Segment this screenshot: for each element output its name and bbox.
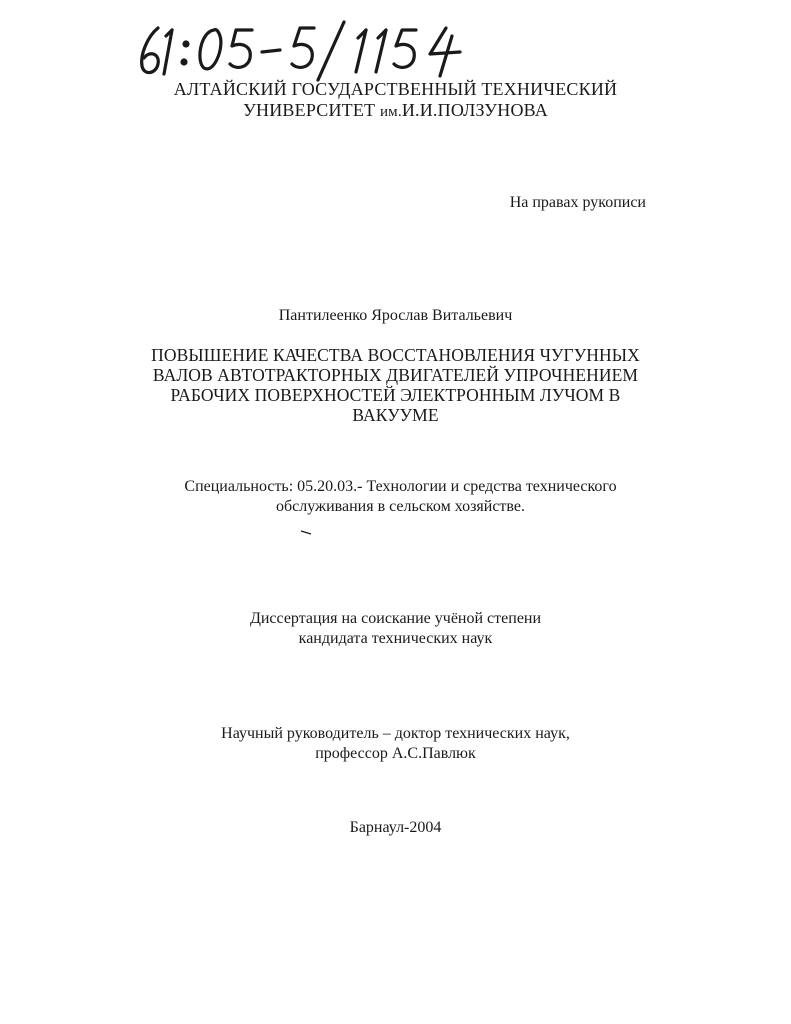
institution-line-2 [0,100,791,123]
dissertation-title [130,345,661,425]
degree-line-2: кандидата технических наук [298,630,493,647]
title-line-4: ВАКУУМЕ [352,405,439,425]
specialty-info [140,477,661,517]
title-line-2: ВАЛОВ АВТОТРАКТОРНЫХ ДВИГАТЕЛЕЙ УПРОЧНЕНИЕМ [152,365,639,385]
scientific-supervisor [0,724,791,764]
city-year: Барнаул-2004 [349,819,442,836]
title-line-1: ПОВЫШЕНИЕ КАЧЕСТВА ВОССТАНОВЛЕНИЯ ЧУГУННЫХ [151,345,640,365]
specialty-line-1: Специальность: 05.20.03.- Технологии и средства технического [184,478,617,495]
handwritten-catalog-number [134,14,474,84]
handwritten-catalog-number-drawing [134,14,474,84]
scan-mark [300,530,312,535]
manuscript-rights-note: На правах рукописи [509,194,646,211]
title-line-3: РАБОЧИХ ПОВЕРХНОСТЕЙ ЭЛЕКТРОННЫМ ЛУЧОМ В [170,385,621,405]
institution-line-1: АЛТАЙСКИЙ ГОСУДАРСТВЕННЫЙ ТЕХНИЧЕСКИЙ [173,79,618,99]
author-name: Пантилеенко Ярослав Витальевич [278,307,513,324]
supervisor-line-1: Научный руководитель – доктор технических наук, [221,725,570,742]
degree-line-1: Диссертация на соискание учёной степени [249,610,542,627]
supervisor-line-2: профессор А.С.Павлюк [315,745,476,762]
institution-patron: И.И.ПОЛЗУНОВА [401,100,548,120]
institution-university: УНИВЕРСИТЕТ [243,100,376,120]
specialty-line-2: обслуживания в сельском хозяйстве. [276,498,525,515]
institution-name [0,79,791,123]
institution-named-after: им. [379,104,402,120]
dissertation-degree [0,609,791,649]
